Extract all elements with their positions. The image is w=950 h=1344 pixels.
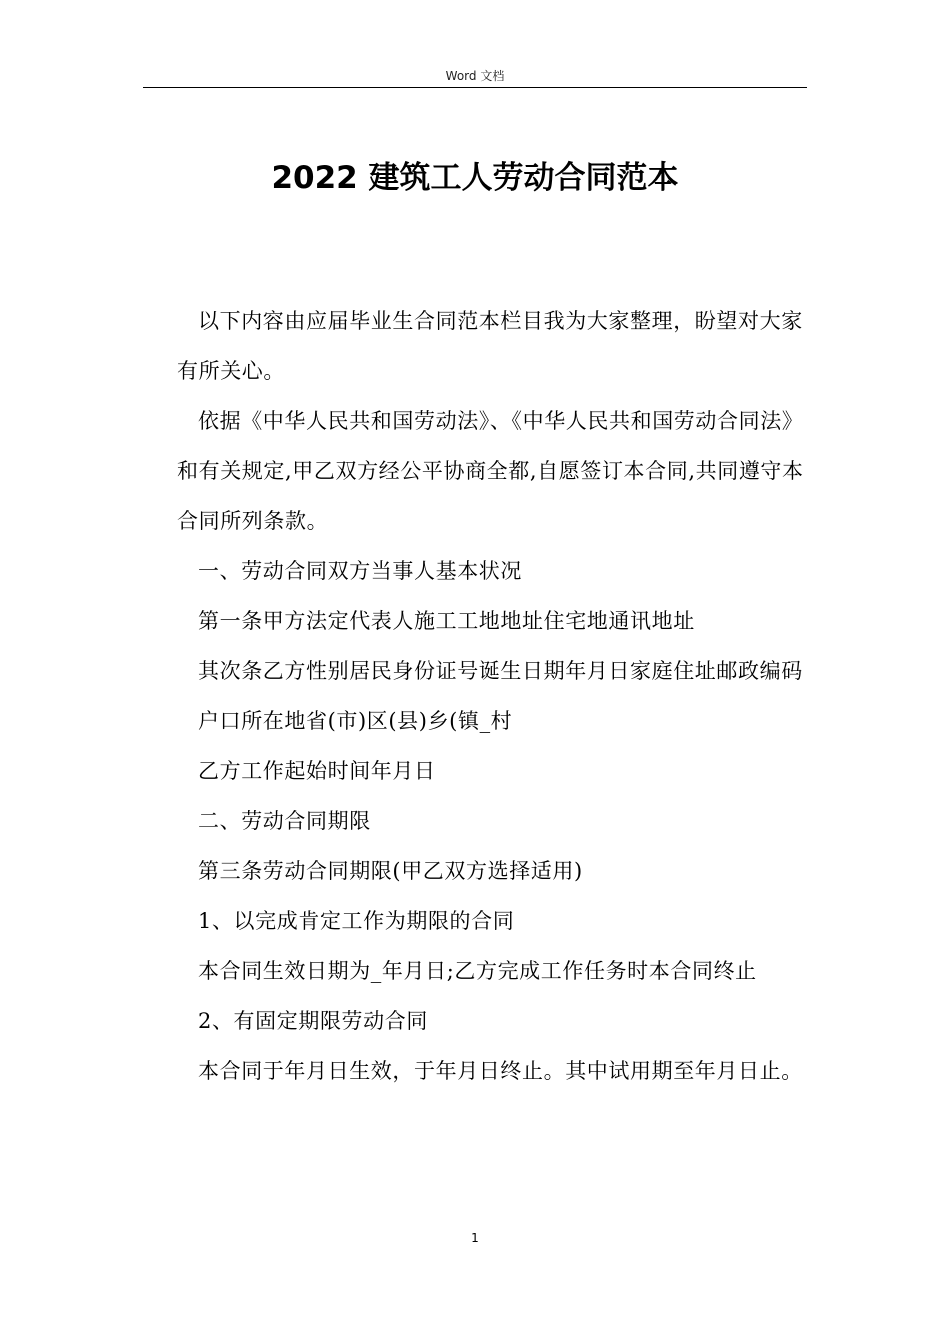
article-1: 第一条甲方法定代表人施工工地地址住宅地通讯地址 [198,609,695,633]
header-divider [143,87,807,88]
document-title: 2022 建筑工人劳动合同范本 [271,160,679,196]
document-body [177,296,807,1096]
paragraph-start-time: 乙方工作起始时间年月日 [198,759,436,783]
article-3: 第三条劳动合同期限(甲乙双方选择适用) [198,859,583,883]
paragraph-fixed-term: 本合同于年月日生效，于年月日终止。其中试用期至年月日止。 [198,1059,803,1083]
section-heading-parties: 一、劳动合同双方当事人基本状况 [198,559,522,583]
paragraph-intro: 以下内容由应届毕业生合同范本栏目我为大家整理，盼望对大家有所关心。 [177,309,803,383]
paragraph-household: 户口所在地省(市)区(县)乡(镇_村 [198,709,513,733]
paragraph-basis: 依据《中华人民共和国劳动法》、《中华人民共和国劳动合同法》和有关规定,甲乙双方经公平协商全都,自愿签订本合同,共同遵守本合同所列条款。 [177,409,804,533]
article-2: 其次条乙方性别居民身份证号诞生日期年月日家庭住址邮政编码 [198,659,803,683]
list-item-2: 2、有固定期限劳动合同 [198,1009,428,1033]
page-header-label: Word 文档 [445,69,505,83]
page-number: 1 [471,1231,479,1245]
paragraph-effective-date: 本合同生效日期为_年月日;乙方完成工作任务时本合同终止 [198,959,757,983]
list-item-1: 1、以完成肯定工作为期限的合同 [198,909,515,933]
section-heading-term: 二、劳动合同期限 [198,809,371,833]
